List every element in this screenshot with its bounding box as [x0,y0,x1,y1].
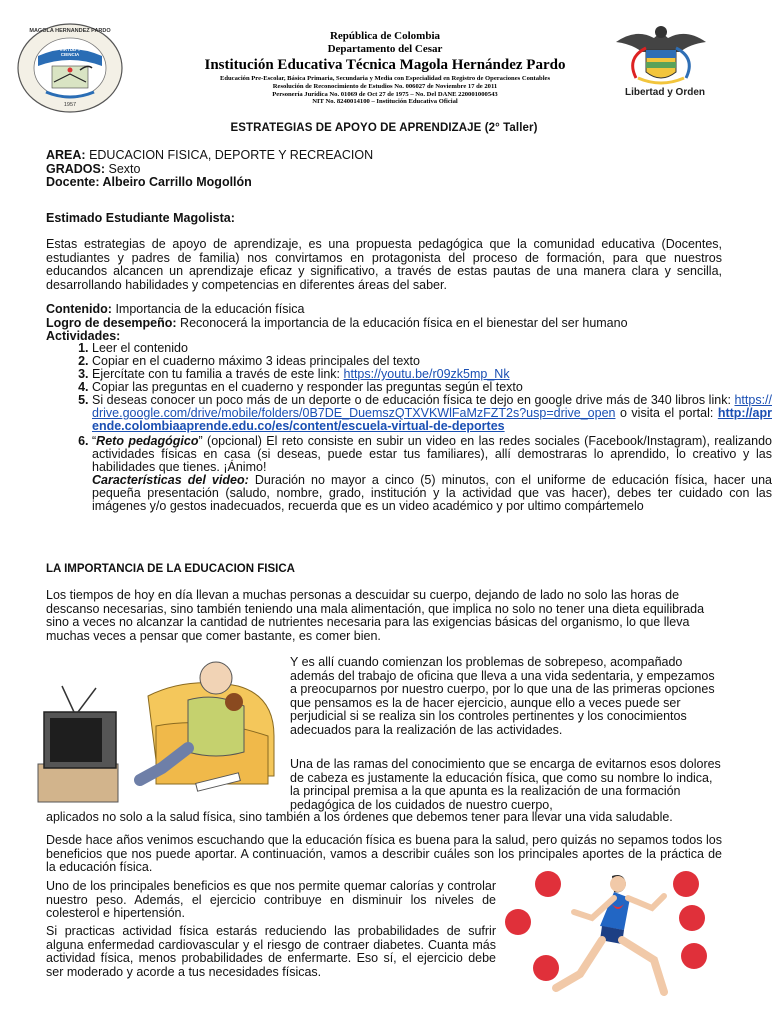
paragraph-3a: Una de las ramas del conocimiento que se encarga de evitarnos esos dolores de cabeza es justamente la educación física, que como su nombre lo indica, la principal premisa a la que apunta es la realización de una formación pedagógica de los cuidados de nuestro cuerpo, [290,757,721,812]
logo-year: 1957 [63,102,77,108]
header-detail-2: Resolución de Reconocimiento de Estudios No. 006027 de Noviembre 17 de 2011 [272,82,498,90]
activity-2: 2. Copiar en el cuaderno máximo 3 ideas principales del texto [92,355,772,368]
republic-text: República de Colombia [329,30,440,42]
intro-paragraph: Estas estrategias de apoyo de aprendizaje, es una propuesta pedagógica que la comunidad educativa (Docentes, estudiantes y padres de familia) nos convirtamos en protagonista del proceso de formación, para que nuestros educandos alcancen un aprendizaje eficaz y significativo, a través de estas pautas de una manera clara y sencilla, desarrollando habilidades y competencias en diferentes áreas del saber. [46,237,722,292]
libertad-y-orden-caption: Libertad y Orden [624,87,705,98]
meta-block [46,149,726,190]
header-detail-4: NIT No. 8240014100 – Institución Educativa Oficial [312,98,458,106]
logro-label: Logro de desempeño: [46,315,177,330]
paragraph-5: Uno de los principales beneficios es que nos permite quemar calorías y controlar nuestro peso. Además, el ejercicio contribuye en disminuir los niveles de colesterol e hipertensión. [46,879,496,920]
paragraph-2: Y es allí cuando comienzan los problemas de sobrepeso, acompañado además del trabajo de oficina que lleva a una vida sedentaria, y empezamos a preocuparnos por nuestro cuerpo, por lo que una de las primeras opciones que pensamos es la de hacer ejercicio, aunque ello a veces puede ser perjudicial si se realiza sin los controles pertinentes y los conocimientos adecuados para la realización de las actividades. [290,655,715,737]
activities-list [46,342,772,513]
activity-6: 6. “Reto pedagógico” (opcional) El reto consiste en subir un video en las redes sociales (Facebook/Instagram), realizando actividades físicas en casa (si deseas, puede estar tus familiares), allí demostraras lo aprendido, lo creativo y las habilidades que tienes. ¡Ánimo! Características del video: Duración no mayor a cinco (5) minutos, con el uniforme de educación física, hacer una pequeña presentación (saludo, nombre, grado, institución y la actividad que vas hacer), debes ter cuidado con las imágenes y/o gestos inadecuados, recuerda que es un video académico y por ultimo compártemelo [92,435,772,513]
logo-top-text: MAGOLA HERNANDEZ PARDO [29,28,111,34]
sedentary-illustration [38,656,280,802]
content-block [46,303,736,344]
activity-1: 1. Leer el contenido [92,342,772,355]
institution-name: Institución Educativa Técnica Magola Hernández Pardo [204,57,566,73]
document-title: ESTRATEGIAS DE APOYO DE APRENDIZAJE (2° Taller) [230,122,538,134]
document-header [150,30,620,106]
section-title: LA IMPORTANCIA DE LA EDUCACION FISICA [46,563,295,575]
paragraph-3b: aplicados no solo a la salud física, sino también a los órdenes que debemos tener para llevar una vida saludable. [46,810,673,824]
google-drive-link[interactable]: https://drive.google.com/drive/mobile/folders/0B7DE_DuemszQTXVKWlFaMzFZT2s?usp=drive_open [92,393,772,420]
logro-value: Reconocerá la importancia de la educación física en el bienestar del ser humano [176,315,628,330]
colombia-aprende-link[interactable]: http://aprende.colombiaaprende.edu.co/es/content/escuela-virtual-de-deportes [92,406,772,433]
runner-health-illustration [504,864,724,1014]
docente-line: Docente: Albeiro Carrillo Mogollón [46,175,252,189]
greeting: Estimado Estudiante Magolista: [46,211,235,225]
header-detail-3: Personería Jurídica No. 01069 de Oct 27 de 1975 – No. Del DANE 220001000543 [272,90,498,98]
header-detail-1: Educación Pre-Escolar, Básica Primaria, Secundaria y Media con Especialidad en Registro de Operaciones Contables [219,75,551,82]
activity-5: 5. Si deseas conocer un poco más de un deporte o de educación física te dejo en google drive más de 340 libros link: https://drive.google.com/drive/mobile/folders/0B7DE_DuemszQTXVKWlFaMzFZT2s?usp=drive_open o visita el portal: http://aprende.colombiaaprende.edu.co/es/content/escuela-virtual-de-deportes [92,394,772,433]
activity-3: 3. Ejercítate con tu familia a través de este link: https://youtu.be/r09zk5mp_Nk [92,368,772,381]
youtube-link[interactable]: https://youtu.be/r09zk5mp_Nk [343,367,510,381]
area-label: AREA: [46,148,86,162]
grados-label: GRADOS: [46,161,106,176]
contenido-label: Contenido: [46,302,112,316]
grados-value: Sexto [105,161,141,176]
reto-label: Reto pedagógico [96,434,199,448]
contenido-value: Importancia de la educación física [111,302,305,316]
paragraph-6: Si practicas actividad física estarás reduciendo las probabilidades de sufrir alguna enfermedad cardiovascular y el riesgo de contraer diabetes. Cuanta más actividad física, menos probabilidades de enfermarte. Eso sí, el ejercicio debe ser moderado y acorde a tus necesidades físicas. [46,924,496,979]
caracteristicas-label: Características del video: [92,473,249,487]
department-text: Departamento del Cesar [327,43,443,55]
area-value: EDUCACION FISICA, DEPORTE Y RECREACION [85,148,374,162]
actividades-label: Actividades: [46,329,121,343]
paragraph-1: Los tiempos de hoy en día llevan a muchas personas a descuidar su cuerpo, dejando de lado no solo las horas de descanso necesarias, sino también teniendo una mala alimentación, que implica no solo no tener una dieta equilibrada sino a veces no alcanzar la cantidad de nutrientes necesaria para las exigencias básicas del organismo, lo que lleva muchas veces a pensar que comer bastante, es comer bien. [46,588,705,643]
school-logo [16,22,124,114]
paragraph-4: Desde hace años venimos escuchando que la educación física es buena para la salud, pero quizás no sepamos todos los beneficios que nos puede aportar. A continuación, vamos a describir cuáles son los principales aportes de la práctica de la educación física. [46,833,722,874]
logo-ribbon-text: VIRTUD Y CIENCIA [59,47,81,57]
activity-4: 4. Copiar las preguntas en el cuaderno y responder las preguntas según el texto [92,381,772,394]
